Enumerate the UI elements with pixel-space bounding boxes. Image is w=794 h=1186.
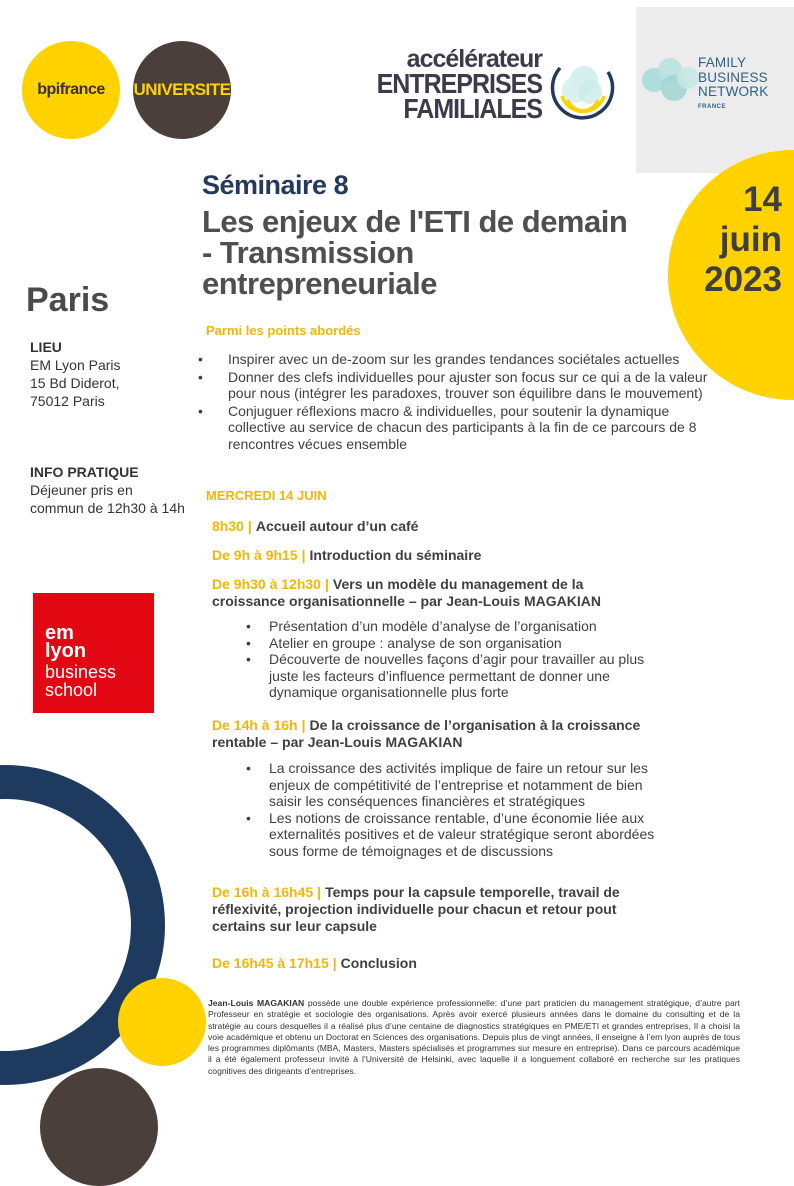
schedule-time: De 16h45 à 17h15 <box>212 955 329 971</box>
universite-logo-text: UNIVERSITE <box>133 80 231 99</box>
schedule-time: De 9h30 à 12h30 <box>212 576 321 592</box>
fbn-mark-icon <box>640 56 702 104</box>
schedule-time: De 14h à 16h <box>212 717 298 733</box>
accelerateur-logo-line3: FAMILIALES <box>403 93 542 125</box>
fbn-logo-text <box>698 56 768 114</box>
emlyon-logo-line2: lyon <box>45 640 87 662</box>
schedule-text: Temps pour la capsule temporelle, travail de réflexivité, projection individuelle pour chacun et retour pout certains sur leur capsule <box>212 884 620 934</box>
schedule-item: De 9h30 à 12h30 | Vers un modèle du management de la croissance organisationnelle – par Jean-Louis MAGAKIAN <box>212 576 601 609</box>
schedule-text: Introduction du séminaire <box>309 547 482 563</box>
list-item: • Les notions de croissance rentable, d’une économie liée aux externalités positives et de valeur stratégique seront abordées sous forme de témoignages et de discussions <box>246 810 666 860</box>
practical-info-label: INFO PRATIQUE <box>30 464 139 480</box>
speaker-name: Jean-Louis MAGAKIAN <box>208 998 305 1008</box>
session1-points <box>246 618 676 701</box>
schedule-time: De 9h à 9h15 <box>212 547 298 563</box>
venue-block <box>30 338 121 410</box>
city: Paris <box>26 281 110 319</box>
accelerateur-mark-icon <box>548 50 616 126</box>
accelerateur-logo-line2: ENTREPRISES <box>376 68 542 100</box>
fbn-line3: NETWORK <box>698 84 769 99</box>
bpifrance-logo <box>22 41 120 139</box>
fbn-line4: FRANCE <box>698 103 726 110</box>
points-list <box>198 351 708 453</box>
day-heading: MERCREDI 14 JUIN <box>206 488 327 503</box>
venue-line: EM Lyon Paris <box>30 357 121 373</box>
venue-line: 75012 Paris <box>30 393 105 409</box>
date-month: juin <box>719 220 782 259</box>
venue-label: LIEU <box>30 339 62 355</box>
schedule-time: 8h30 <box>212 518 244 534</box>
schedule-item: De 16h45 à 17h15 | Conclusion <box>212 955 417 971</box>
schedule-text: Accueil autour d’un café <box>255 518 419 534</box>
schedule-text: Vers un modèle du management de la croissance organisationnelle – par Jean-Louis MAGAKIAN <box>212 576 601 609</box>
schedule-item: De 14h à 16h | De la croissance de l’organisation à la croissance rentable – par Jean-Louis MAGAKIAN <box>212 717 641 750</box>
fbn-line2: BUSINESS <box>698 69 768 85</box>
accelerateur-logo <box>362 45 542 125</box>
page-title: Les enjeux de l'ETI de demain - Transmission entrepreneuriale <box>202 204 628 301</box>
emlyon-logo-line1: em <box>45 622 74 644</box>
event-date <box>680 180 782 300</box>
list-item: • Inspirer avec un de-zoom sur les grandes tendances sociétales actuelles <box>198 351 708 368</box>
list-item: • Conjuguer réflexions macro & individuelles, pour soutenir la dynamique collective au service de chacun des participants à la fin de ce parcours de 8 rencontres vécues ensemble <box>198 403 708 453</box>
date-year: 2023 <box>704 260 782 299</box>
bpifrance-logo-text: bpifrance <box>37 81 105 98</box>
list-item: • Donner des clefs individuelles pour ajuster son focus sur ce qui a de la valeur pour nous (intégrer les paradoxes, trouver son équilibre dans le mouvement) <box>198 369 708 402</box>
schedule-item: 8h30 | Accueil autour d’un café <box>212 518 419 534</box>
list-item: • Découverte de nouvelles façons d’agir pour travailler au plus juste les facteurs d’influence permettant de donner une dynamique organisationnelle plus forte <box>246 651 676 701</box>
universite-logo <box>133 41 231 139</box>
schedule-text: De la croissance de l’organisation à la croissance rentable – par Jean-Louis MAGAKIAN <box>212 717 641 750</box>
speaker-bio-text: possède une double expérience professionnelle: d’une part praticien du management stratégique, d’autre part Professeur en stratégie et sociologie des organisations. Après avoir exercé plusieurs années dans le domaine du consulting et de la stratégie au cours desquelles il a réalisé plus d’une centaine de diagnostics stratégiques en PME/ETI et grandes entreprises, Il a choisi la voie académique et obtenu un Doctorat en Sciences des organisations. Depuis plus de vingt années, il enseigne à l’em lyon auprès de tous les programmes diplômants (MBA, Masters, Masters spécialisés et programmes sur mesure en entreprise). Dans ce parcours académique il a été également professeur invité à l’Université de Helsinki, avec laquelle il a longuement collaboré en recherche sur les pratiques cognitives des dirigeants d’entreprises. <box>208 998 740 1076</box>
list-item: • Atelier en groupe : analyse de son organisation <box>246 635 676 652</box>
emlyon-logo <box>33 593 154 713</box>
points-heading: Parmi les points abordés <box>206 323 361 338</box>
session2-points <box>246 760 666 859</box>
seminar-number: Séminaire 8 <box>202 170 349 200</box>
venue-line: 15 Bd Diderot, <box>30 375 120 391</box>
list-item: • Présentation d’un modèle d’analyse de l’organisation <box>246 618 676 635</box>
fbn-line1: FAMILY <box>698 55 747 70</box>
emlyon-logo-line3: business <box>45 662 117 682</box>
schedule-text: Conclusion <box>340 955 417 971</box>
practical-info-block <box>30 463 190 517</box>
schedule-item: De 9h à 9h15 | Introduction du séminaire <box>212 547 482 563</box>
schedule-time: De 16h à 16h45 <box>212 884 314 900</box>
speaker-bio <box>208 998 740 1077</box>
accelerateur-logo-line1: accélérateur <box>406 45 542 73</box>
decorative-yellow-circle <box>118 978 206 1066</box>
practical-info-text: Déjeuner pris en commun de 12h30 à 14h <box>30 482 185 516</box>
emlyon-logo-line4: school <box>45 680 98 700</box>
schedule-item: De 16h à 16h45 | Temps pour la capsule temporelle, travail de réflexivité, projection individuelle pour chacun et retour pout certains sur leur capsule <box>212 884 620 934</box>
date-day: 14 <box>743 180 782 219</box>
decorative-brown-circle <box>40 1068 158 1186</box>
list-item: • La croissance des activités implique de faire un retour sur les enjeux de compétitivité de l’entreprise et notamment de bien saisir les conséquences financières et stratégiques <box>246 760 666 810</box>
